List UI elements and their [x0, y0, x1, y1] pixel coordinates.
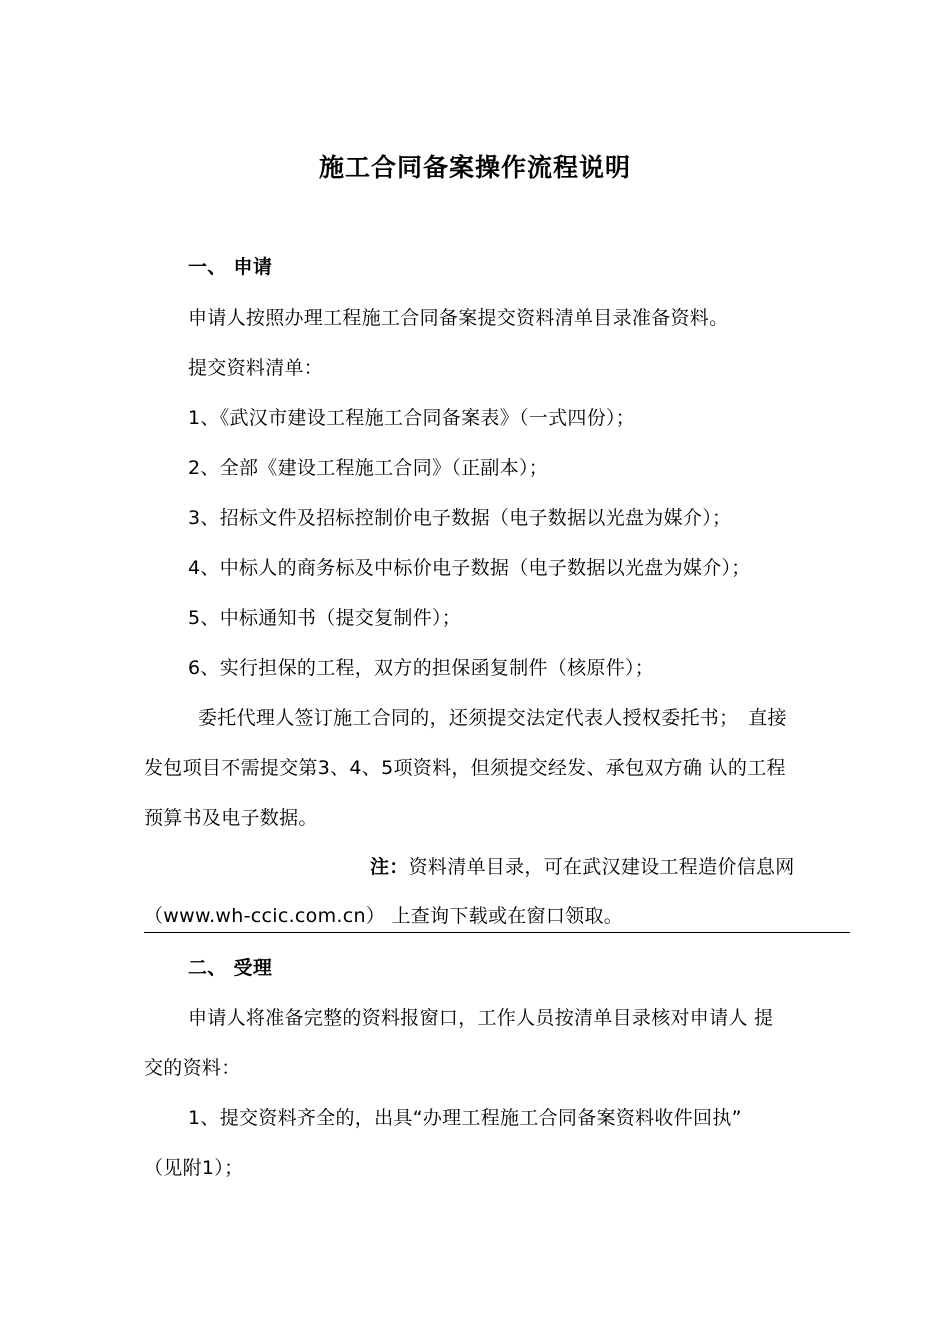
list-label: 提交资料清单： — [188, 357, 324, 379]
note-line — [370, 855, 795, 879]
list-item: 4、中标人的商务标及中标价电子数据（电子数据以光盘为媒介）； — [188, 557, 751, 579]
note-text: 资料清单目录，可在武汉建设工程造价信息网 — [408, 856, 795, 878]
paragraph-line: 交的资料： — [144, 1057, 241, 1079]
list-item-continuation: （见附1）； — [144, 1157, 244, 1179]
list-item: 3、招标文件及招标控制价电子数据（电子数据以光盘为媒介）； — [188, 507, 732, 529]
paragraph-line: 委托代理人签订施工合同的，还须提交法定代表人授权委托书； 直接 — [198, 707, 787, 729]
note-line-2: （www.wh-ccic.com.cn） 上查询下载或在窗口领取。 — [144, 905, 624, 927]
list-item: 1、《武汉市建设工程施工合同备案表》（一式四份）； — [188, 407, 636, 429]
list-item: 5、中标通知书（提交复制件）； — [188, 607, 462, 629]
paragraph-line: 发包项目不需提交第3、4、5项资料，但须提交经发、承包双方确 认的工程 — [144, 757, 786, 779]
note-label: 注： — [370, 856, 409, 878]
section-heading-accept: 二、 受理 — [188, 957, 273, 979]
list-item: 6、实行担保的工程，双方的担保函复制件（核原件）； — [188, 657, 655, 679]
list-item: 2、全部《建设工程施工合同》（正副本）； — [188, 457, 549, 479]
paragraph-line: 预算书及电子数据。 — [144, 807, 318, 829]
section1-intro: 申请人按照办理工程施工合同备案提交资料清单目录准备资料。 — [188, 307, 729, 329]
list-item: 1、提交资料齐全的，出具“办理工程施工合同备案资料收件回执” — [188, 1107, 742, 1129]
paragraph-line: 申请人将准备完整的资料报窗口，工作人员按清单目录核对申请人 提 — [188, 1007, 774, 1029]
section-heading-apply: 一、 申请 — [188, 256, 273, 278]
document-title: 施工合同备案操作流程说明 — [318, 153, 631, 182]
section-divider — [144, 932, 850, 933]
